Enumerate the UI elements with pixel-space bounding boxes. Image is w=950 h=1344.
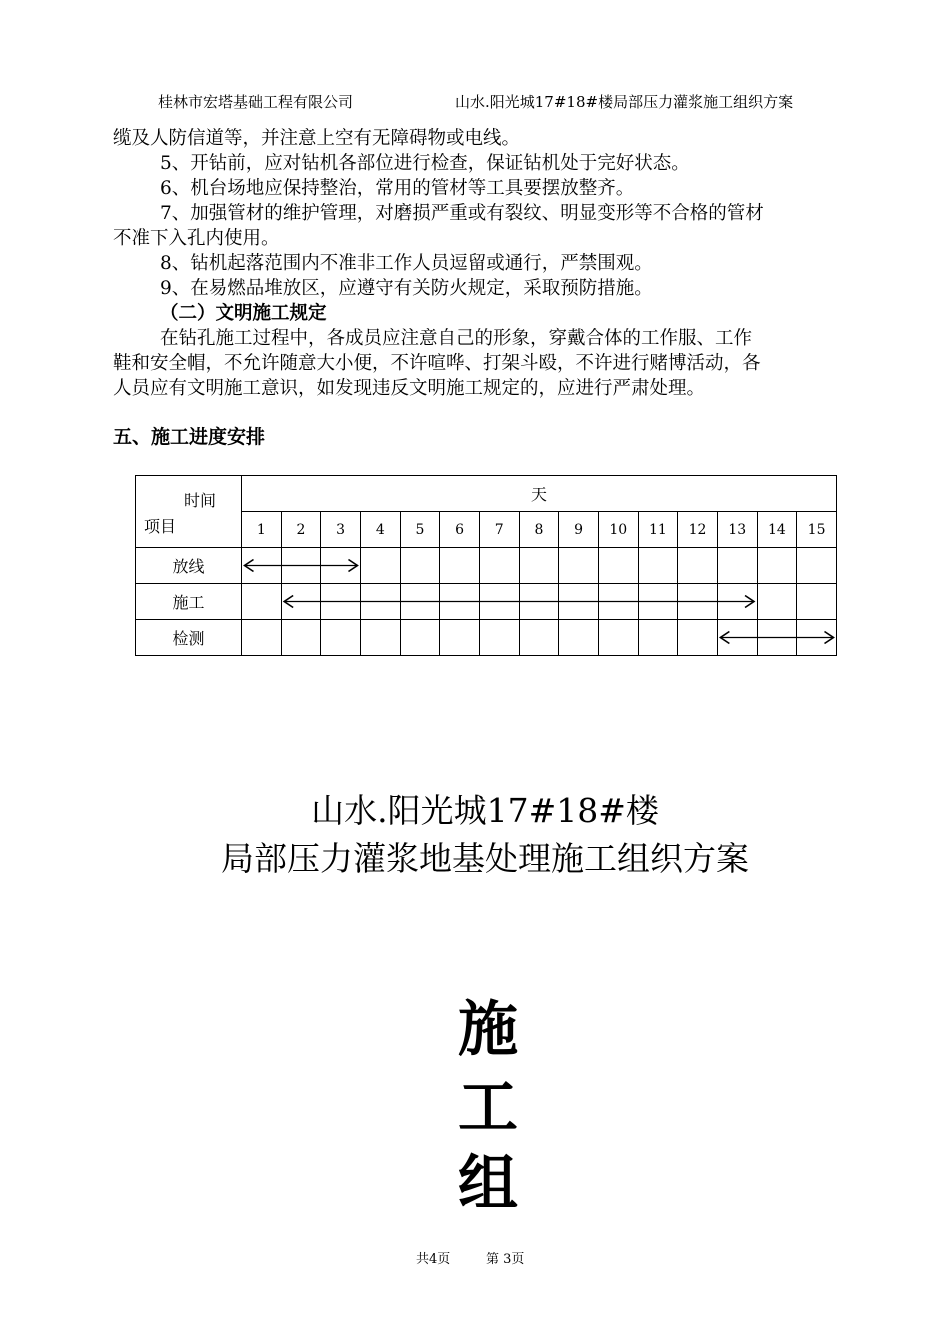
schedule-cell: [638, 548, 678, 584]
corner-item-label: 项目: [144, 517, 177, 536]
schedule-cell: [678, 548, 718, 584]
schedule-cell: [479, 548, 519, 584]
schedule-cell: [797, 620, 837, 656]
schedule-cell: [321, 620, 361, 656]
schedule-cell: [281, 584, 321, 620]
schedule-cell: [717, 548, 757, 584]
day-header-cell: 1: [242, 512, 282, 548]
schedule-cell: [440, 620, 480, 656]
body-line: 7、加强管材的维护管理，对磨损严重或有裂纹、明显变形等不合格的管材: [160, 203, 764, 224]
day-header-cell: 11: [638, 512, 678, 548]
header-company: 桂林市宏塔基础工程有限公司: [158, 93, 354, 111]
day-header-cell: 3: [321, 512, 361, 548]
schedule-cell: [321, 584, 361, 620]
day-header-cell: 12: [678, 512, 718, 548]
day-header-cell: 7: [479, 512, 519, 548]
schedule-cell: [757, 620, 797, 656]
schedule-cell: [479, 620, 519, 656]
task-label: 检测: [136, 620, 242, 656]
schedule-cell: [400, 584, 440, 620]
day-header-cell: 6: [440, 512, 480, 548]
schedule-cell: [598, 620, 638, 656]
subheading-civil: （二）文明施工规定: [160, 303, 327, 324]
schedule-cell: [281, 620, 321, 656]
body-line: 6、机台场地应保持整治，常用的管材等工具要摆放整齐。: [160, 178, 635, 199]
schedule-cell: [321, 548, 361, 584]
day-header-cell: 5: [400, 512, 440, 548]
schedule-cell: [479, 584, 519, 620]
schedule-cell: [678, 584, 718, 620]
schedule-cell: [400, 548, 440, 584]
day-header-cell: 2: [281, 512, 321, 548]
schedule-cell: [360, 548, 400, 584]
schedule-cell: [559, 548, 599, 584]
schedule-cell: [440, 548, 480, 584]
schedule-cell: [559, 584, 599, 620]
schedule-cell: [559, 620, 599, 656]
header-doc-title: 山水.阳光城17#18#楼局部压力灌浆施工组织方案: [455, 93, 794, 111]
task-label: 施工: [136, 584, 242, 620]
schedule-cell: [519, 548, 559, 584]
day-header-cell: 4: [360, 512, 400, 548]
schedule-cell: [717, 584, 757, 620]
schedule-cell: [519, 584, 559, 620]
day-header-cell: 15: [797, 512, 837, 548]
schedule-cell: [242, 584, 282, 620]
footer-current-page: 第 3页: [486, 1252, 525, 1267]
schedule-cell: [281, 548, 321, 584]
schedule-cell: [797, 548, 837, 584]
cover-title-line2: 局部压力灌浆地基处理施工组织方案: [221, 839, 749, 878]
corner-time-label: 时间: [184, 491, 217, 510]
cover-vertical-char: 施: [458, 995, 518, 1065]
day-header-cell: 14: [757, 512, 797, 548]
civil-line: 在钻孔施工过程中，各成员应注意自己的形象，穿戴合体的工作服、工作: [160, 328, 753, 349]
body-line: 不准下入孔内使用。: [113, 228, 280, 249]
day-header-cell: 10: [598, 512, 638, 548]
cover-vertical-char: 组: [458, 1149, 518, 1219]
schedule-cell: [638, 584, 678, 620]
body-line: 9、在易燃品堆放区，应遵守有关防火规定，采取预防措施。: [160, 278, 653, 299]
schedule-cell: [360, 584, 400, 620]
unit-header: 天: [242, 476, 837, 512]
schedule-cell: [440, 584, 480, 620]
schedule-cell: [757, 548, 797, 584]
schedule-cell: [598, 584, 638, 620]
schedule-cell: [797, 584, 837, 620]
day-header-cell: 13: [717, 512, 757, 548]
schedule-cell: [757, 584, 797, 620]
day-header-cell: 8: [519, 512, 559, 548]
schedule-cell: [638, 620, 678, 656]
body-line: 8、钻机起落范围内不准非工作人员逗留或通行，严禁围观。: [160, 253, 653, 274]
schedule-cell: [519, 620, 559, 656]
cover-title-line1: 山水.阳光城17#18#楼: [311, 791, 659, 830]
civil-line: 鞋和安全帽，不允许随意大小便，不许喧哗、打架斗殴，不许进行赌博活动，各: [113, 353, 761, 374]
footer-total-pages: 共4页: [416, 1252, 451, 1267]
schedule-cell: [242, 620, 282, 656]
day-header-cell: 9: [559, 512, 599, 548]
schedule-cell: [400, 620, 440, 656]
body-line: 缆及人防信道等，并注意上空有无障碍物或电线。: [113, 128, 521, 149]
cover-vertical-char: 工: [458, 1073, 518, 1143]
civil-line: 人员应有文明施工意识，如发现违反文明施工规定的，应进行严肃处理。: [113, 378, 706, 399]
schedule-cell: [717, 620, 757, 656]
task-label: 放线: [136, 548, 242, 584]
schedule-corner-cell: [136, 476, 242, 548]
schedule-table: [135, 475, 837, 656]
schedule-cell: [242, 548, 282, 584]
body-line: 5、开钻前，应对钻机各部位进行检查，保证钻机处于完好状态。: [160, 153, 690, 174]
schedule-cell: [598, 548, 638, 584]
schedule-cell: [360, 620, 400, 656]
schedule-cell: [678, 620, 718, 656]
section-heading: 五、施工进度安排: [113, 426, 266, 448]
